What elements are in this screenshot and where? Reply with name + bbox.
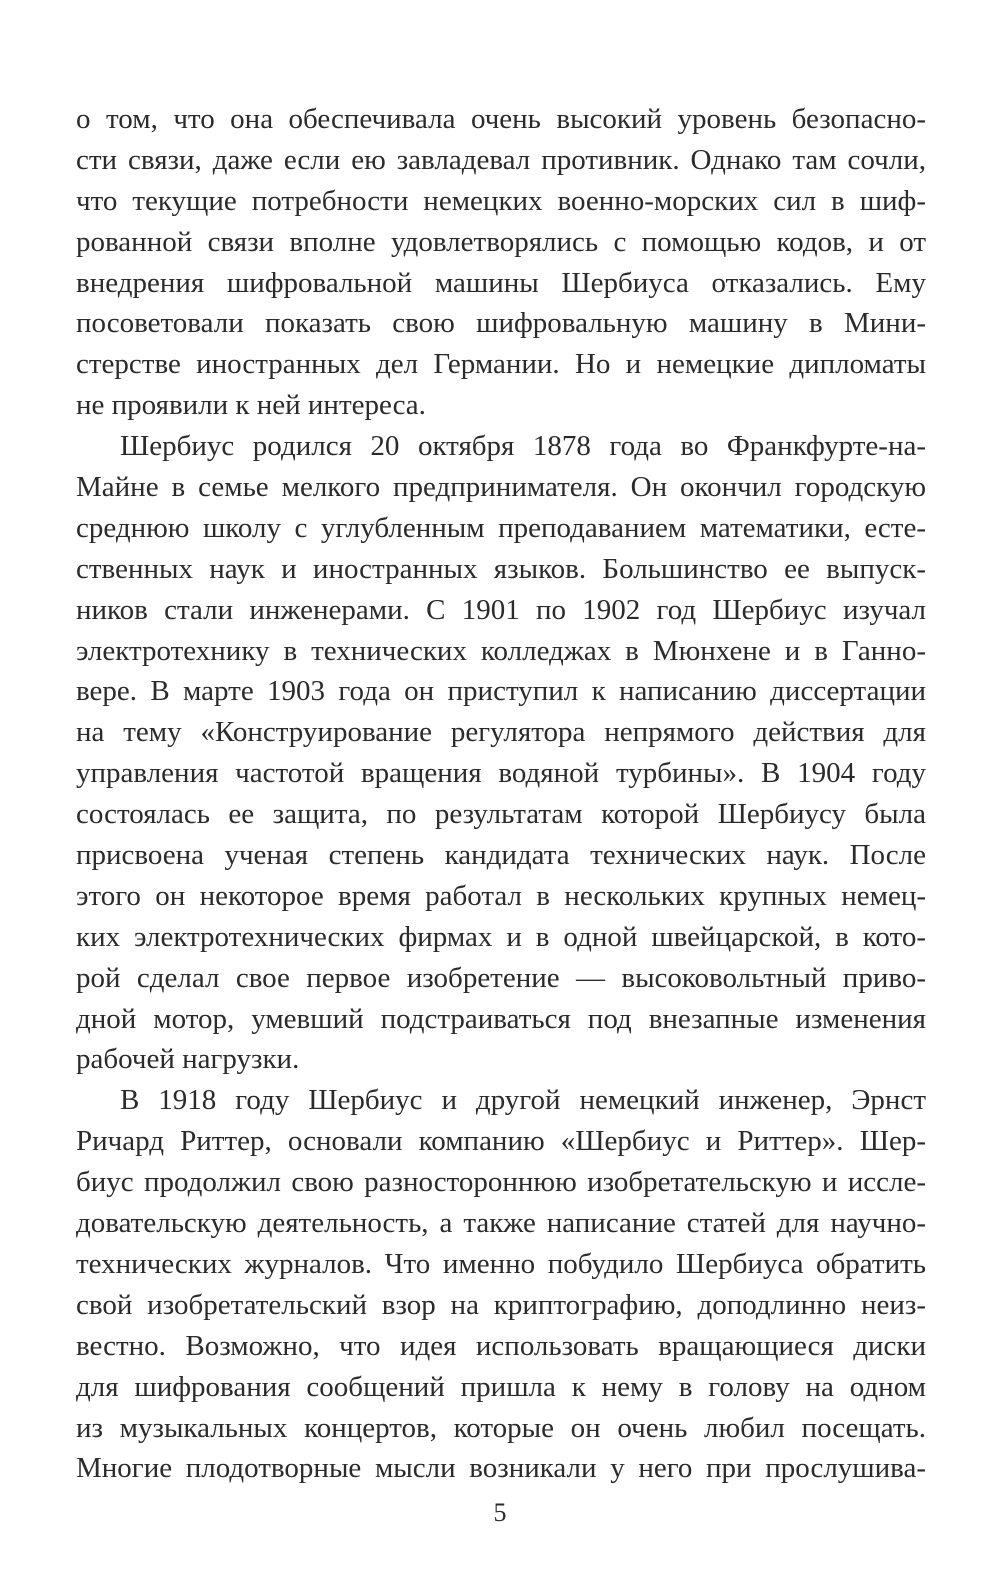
- text-line: В 1918 году Шербиус и другой немецкий инженер, Эрнст: [120, 1084, 926, 1117]
- text-line: рабочей нагрузки.: [76, 1043, 300, 1076]
- text-line: рой сделал свое первое изобретение — высоковольтный приво-: [76, 961, 926, 994]
- text-line: Ричард Риттер, основали компанию «Шербиус и Риттер». Шер-: [76, 1125, 926, 1158]
- text-line: присвоена ученая степень кандидата технических наук. После: [76, 839, 926, 872]
- text-line: на тему «Конструирование регулятора непрямого действия для: [76, 716, 926, 749]
- text-line: для шифрования сообщений пришла к нему в голову на одном: [76, 1370, 926, 1403]
- text-line: ких электротехнических фирмах и в одной швейцарской, в кото-: [76, 920, 926, 953]
- text-line: Майне в семье мелкого предпринимателя. Он окончил городскую: [76, 471, 926, 504]
- text-line: о том, что она обеспечивала очень высокий уровень безопасно-: [76, 103, 926, 135]
- page-number: 5: [493, 1498, 507, 1527]
- text-line: сти связи, даже если ею завладевал противник. Однако там сочли,: [76, 143, 926, 176]
- text-line: рованной связи вполне удовлетворялись с помощью кодов, и от: [76, 225, 926, 258]
- text-line: не проявили к ней интереса.: [76, 389, 426, 422]
- text-line: этого он некоторое время работал в нескольких крупных немец-: [76, 879, 926, 912]
- text-line: из музыкальных концертов, которые он очень любил посещать.: [76, 1411, 926, 1444]
- text-line: биус продолжил свою разностороннюю изобретательскую и иссле-: [76, 1166, 926, 1199]
- text-line: технических журналов. Что именно побудило Шербиуса обратить: [76, 1247, 926, 1280]
- text-line: Шербиус родился 20 октября 1878 года во Франкфурте-на-: [120, 430, 926, 463]
- text-line: вере. В марте 1903 года он приступил к написанию диссертации: [76, 675, 926, 708]
- text-line: среднюю школу с углубленным преподаванием математики, есте-: [76, 511, 926, 544]
- text-line: посоветовали показать свою шифровальную машину в Мини-: [76, 307, 926, 340]
- text-line: свой изобретательский взор на криптографию, доподлинно неиз-: [76, 1288, 926, 1321]
- text-line: ственных наук и иностранных языков. Большинство ее выпуск-: [76, 552, 926, 585]
- text-line: ников стали инженерами. С 1901 по 1902 год Шербиус изучал: [76, 593, 926, 626]
- text-line: электротехнику в технических колледжах в Мюнхене и в Ганно-: [76, 634, 926, 667]
- text-line: управления частотой вращения водяной турбины». В 1904 году: [76, 757, 926, 790]
- body-text: [76, 99, 926, 1489]
- text-line: состоялась ее защита, по результатам которой Шербиусу была: [76, 798, 926, 831]
- text-line: вестно. Возможно, что идея использовать вращающиеся диски: [76, 1329, 926, 1362]
- text-line: Многие плодотворные мысли возникали у него при прослушива-: [76, 1452, 926, 1485]
- text-line: что текущие потребности немецких военно-морских сил в шиф-: [76, 184, 926, 217]
- text-line: дной мотор, умевший подстраиваться под внезапные изменения: [76, 1002, 926, 1035]
- text-line: внедрения шифровальной машины Шербиуса отказались. Ему: [76, 266, 926, 299]
- text-line: довательскую деятельность, а также написание статей для научно-: [76, 1207, 926, 1240]
- text-line: стерстве иностранных дел Германии. Но и немецкие дипломаты: [76, 348, 926, 381]
